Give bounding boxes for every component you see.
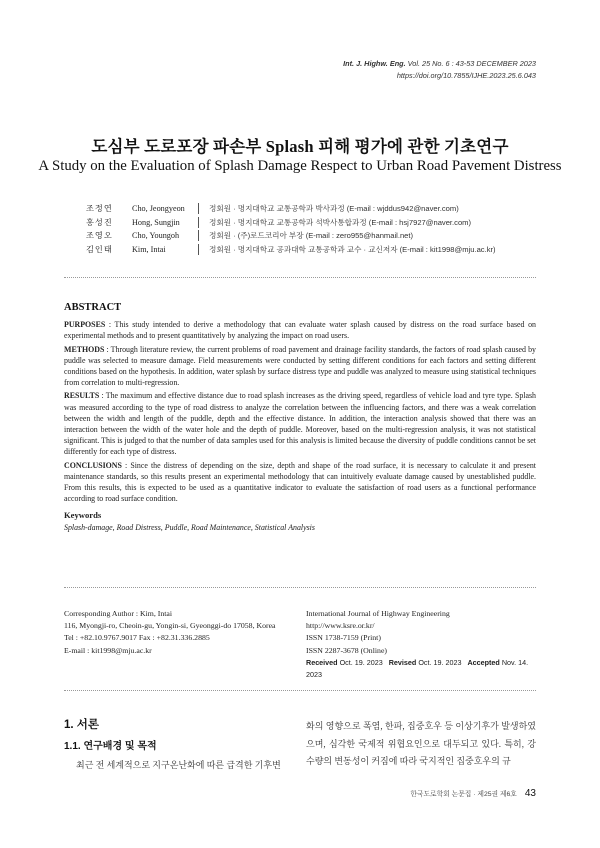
section-title: 1. 서론 [64,719,100,731]
journal-url[interactable]: http://www.ksre.or.kr/ [306,621,375,631]
keywords-text: Splash-damage, Road Distress, Puddle, Road Maintenance, Statistical Analysis [64,522,315,532]
subsection-title: 1.1. 연구배경 및 목적 [64,741,157,752]
divider [198,244,199,255]
revised-date: Oct. 19. 2023 [418,657,462,667]
author-affiliation: 정회원 · 명지대학교 교통공학과 박사과정 (E-mail : wjddus942@naver.com) [209,204,459,213]
methods-label: METHODS [64,344,105,354]
revised-label: Revised [388,657,417,667]
issn-online: ISSN 2287-3678 (Online) [306,645,387,655]
divider [198,230,199,241]
corresponding-phone: Tel : +82.10.9767.9017 Fax : +82.31.336.2885 [64,633,210,643]
methods-text: : Through literature review, the current problems of road pavement and drainage facility standards, the factors of road splash caused by puddle was selected to measure damage. Field measurements were conducted by setting different conditions for each factors and setting different conditions based on the hypothesis. In addition, water splash by surface distress type and puddle was analyzed to measure using statistical techniques from correlation to multi-regression. [64,344,536,388]
dotted-separator [64,277,536,278]
author-affiliation: 정회원 · 명지대학교 공과대학 교통공학과 교수 · 교신저자 (E-mail : kit1998@mju.ac.kr) [209,244,496,254]
page-footer [410,788,536,799]
author-name-english: Kim, Intai [132,244,166,254]
divider [198,203,199,214]
keywords-heading: Keywords [64,510,102,521]
received-date: Oct. 19. 2023 [339,657,383,667]
abstract-section [64,302,536,533]
title-english: A Study on the Evaluation of Splash Damage Respect to Urban Road Pavement Distress [38,158,562,174]
author-name-english: Cho, Youngoh [132,231,180,241]
journal-info-block [306,608,546,681]
divider [198,217,199,228]
author-name-korean: 김인태 [86,244,113,254]
accepted-label: Accepted [467,657,500,667]
author-name-english: Cho, Jeongyeon [132,204,185,213]
purposes-label: PURPOSES [64,320,106,330]
journal-header [343,58,536,82]
author-row [86,202,496,216]
body-text-right: 화의 영향으로 폭염, 한파, 집중호우 등 이상기후가 발생하였으며, 심각한 국제적 위협요인으로 대두되고 있다. 특히, 강수량의 변동성이 커짐에 따라 국지적인 집중호우의 규 [306,721,536,766]
dotted-separator [64,690,536,691]
journal-citation [343,58,536,70]
abstract-conclusions [64,460,536,505]
issn-print: ISSN 1738-7159 (Print) [306,633,381,643]
abstract-heading: ABSTRACT [64,302,122,313]
author-name-english: Hong, Sungjin [132,217,180,227]
conclusions-text: : Since the distress of depending on the size, depth and shape of the road surface, it is necessary to calculate it and present maintenance standards, so this results present an experimental methodology that can intuitively evaluate damage caused by unestablished puddle. From this results, this is expected to be used as a quantitative indicator to evaluate the satisfaction of road users as a functional performance according to road surface condition. [64,460,536,504]
author-name-korean: 조정연 [86,204,113,213]
author-name-korean: 홍성진 [86,217,113,227]
article-dates [306,657,546,681]
results-label: RESULTS [64,391,100,401]
corresponding-author-block [64,608,294,657]
journal-short-name: Int. J. Highw. Eng. [343,59,406,68]
body-text-left: 최근 전 세계적으로 지구온난화에 따른 급격한 기후변 [76,760,281,770]
journal-name: International Journal of Highway Engineering [306,609,450,618]
author-affiliation: 정회원 · 명지대학교 교통공학과 석박사통합과정 (E-mail : hsj7927@naver.com) [209,217,472,227]
dotted-separator [64,587,536,588]
volume-info: Vol. 25 No. 6 : 43-53 DECEMBER 2023 [405,59,536,68]
abstract-results [64,390,536,457]
footer-journal: 한국도로학회 논문집 · 제25권 제6호 [410,791,517,798]
author-name-korean: 조영오 [86,231,113,241]
page-number: 43 [524,788,536,799]
abstract-methods [64,344,536,389]
author-row [86,216,496,230]
received-label: Received [306,657,338,667]
purposes-text: : This study intended to derive a methodology that can evaluate water splash caused by distress on the road surface based on experimental methods and to present quantitatively by analyzing the impact on road users. [64,320,536,341]
title-korean: 도심부 도로포장 파손부 Splash 피해 평가에 관한 기초연구 [91,137,509,156]
accepted-date: Nov. 14. 2023 [306,657,529,680]
corresponding-author: Corresponding Author : Kim, Intai [64,609,173,618]
author-affiliation: 정회원 · (주)로드코리아 부장 (E-mail : zero955@hanmail.net) [209,231,414,241]
author-row [86,243,496,257]
author-list [86,202,496,256]
corresponding-address: 116, Myongji-ro, Cheoin-gu, Yongin-si, Gyeonggi-do 17058, Korea [64,621,276,631]
author-row [86,229,496,243]
corresponding-email[interactable]: E-mail : kit1998@mju.ac.kr [64,645,152,655]
results-text: : The maximum and effective distance due to road splash increases as the driving speed, regardless of vehicle load and tyre type. Splash was measured according to the type of road distress to analyze the correlation between the influencing factors, and there was a weak correlation between the width and length of the puddle, depth and the effective distance. In addition, the interaction analysis showed that there was an interaction between the width of the water hole and the depth of puddle. Moreover, based on the multi-regression analysis, it was not statistical significant. This is judged to that the number of data samples used for this analysis is limited because the diversity of puddle conditions cannot be set differently for each type of distress. [64,391,536,457]
abstract-purposes [64,319,536,341]
doi-link[interactable]: https://doi.org/10.7855/IJHE.2023.25.6.043 [396,71,536,80]
conclusions-label: CONCLUSIONS [64,460,122,470]
